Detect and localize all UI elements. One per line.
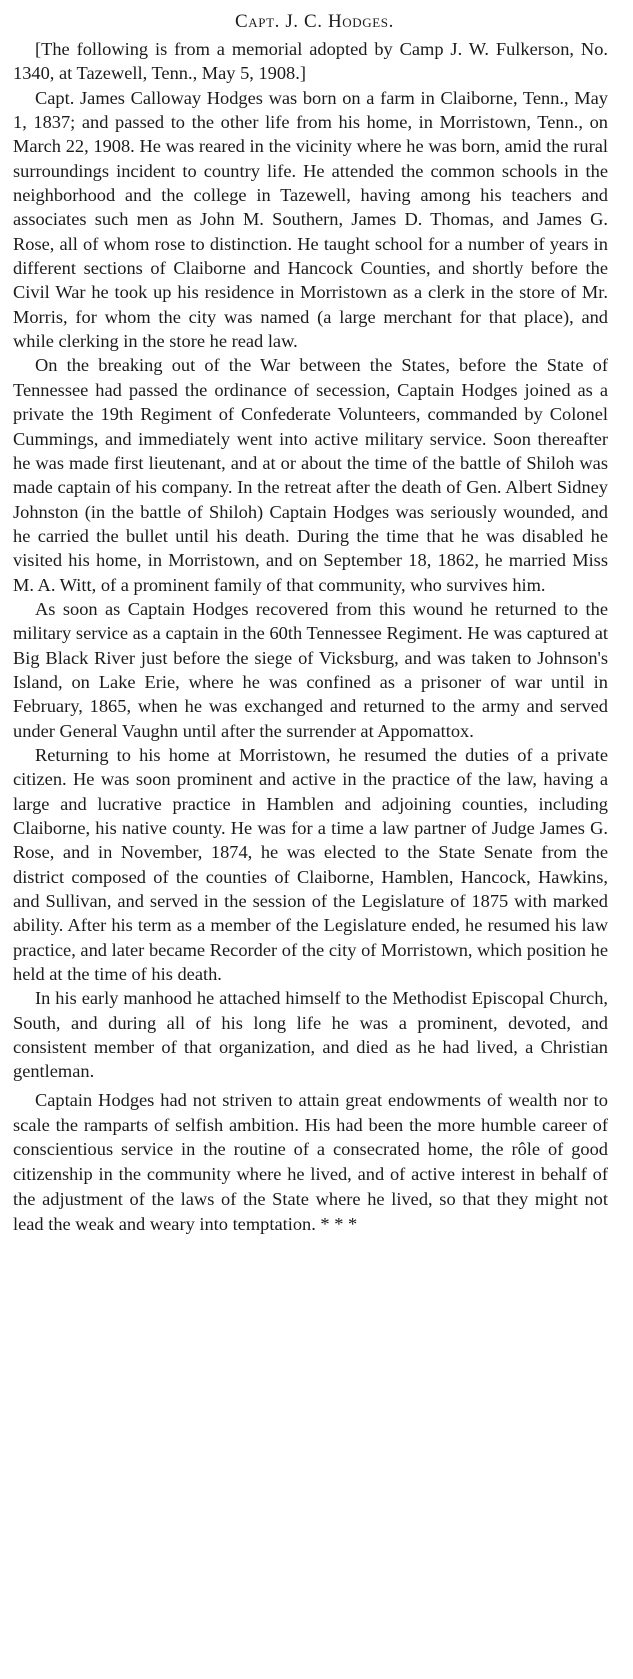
paragraph-church: In his early manhood he attached himself to the Methodist Episcopal Church, South, and during all of his long life he was a prominent, devoted, and consistent member of that organization, and died as he had lived, a Christian gentleman. [13,988,608,1082]
paragraph-early-life: Capt. James Calloway Hodges was born on a farm in Claiborne, Tenn., May 1, 1837; and passed to the other life from his home, in Morristown, Tenn., on March 22, 1908. He was reared in the vicinity where he was born, amid the rural surroundings incident to country life. He attended the common schools in the neighborhood and the college in Tazewell, having among his teachers and associates such men as John M. Southern, James D. Thomas, and James G. Rose, all of whom rose to distinction. He taught school for a number of years in different sections of Claiborne and Hancock Counties, and shortly before the Civil War he took up his residence in Morristown as a clerk in the store of Mr. Morris, for whom the city was named (a large merchant for that place), and while clerking in the store he read law. [13,87,608,352]
paragraph-war-service: On the breaking out of the War between the States, before the State of Tennessee had passed the ordinance of secession, Captain Hodges joined as a private the 19th Regiment of Confederate Volunteers, commanded by Colonel Cummings, and immediately went into active military service. Soon thereafter he was made first lieutenant, and at or about the time of the battle of Shiloh was made captain of his company. In the retreat after the death of Gen. Albert Sidney Johnston (in the battle of Shiloh) Captain Hodges was seriously wounded, and he carried the bullet until his death. During the time that he was disabled he visited his home, in Morristown, and on September 18, 1862, he married Miss M. A. Witt, of a prominent family of that community, who survives him. [13,355,608,595]
paragraph-closing: Captain Hodges had not striven to attain great endowments of wealth nor to scale the ramparts of selfish ambition. His had been the more humble career of conscientious service in the routine of a consecrated home, the rôle of good citizenship in the community where he lived, and of active interest in behalf of the adjustment of the laws of the State where he lived, so that they might not lead the weak and weary into temptation. * * * [13,1089,608,1234]
article-title: Capt. J. C. Hodges. [234,11,394,32]
paragraph-civil-career: Returning to his home at Morristown, he resumed the duties of a private citizen. He was soon prominent and active in the practice of the law, having a large and lucrative practice in Hamblen and adjoining counties, including Claiborne, his native county. He was for a time a law partner of Judge James G. Rose, and in November, 1874, he was elected to the State Senate from the district composed of the counties of Claiborne, Hamblen, Hancock, Hawkins, and Sullivan, and served in the session of the Legislature of 1875 with marked ability. After his term as a member of the Legislature ended, he resumed his law practice, and later became Recorder of the city of Morristown, which position he held at the time of his death. [13,744,608,985]
memorial-note: [The following is from a memorial adopted by Camp J. W. Fulkerson, No. 1340, at Tazewell, Tenn., May 5, 1908.] [13,39,608,84]
paragraph-capture: As soon as Captain Hodges recovered from this wound he returned to the military service as a captain in the 60th Tennessee Regiment. He was captured at Big Black River just before the siege of Vicksburg, and was taken to Johnson's Island, on Lake Erie, where he was confined as a prisoner of war until in February, 1865, when he was exchanged and returned to the army and served under General Vaughn until after the surrender at Appomattox. [13,598,608,741]
